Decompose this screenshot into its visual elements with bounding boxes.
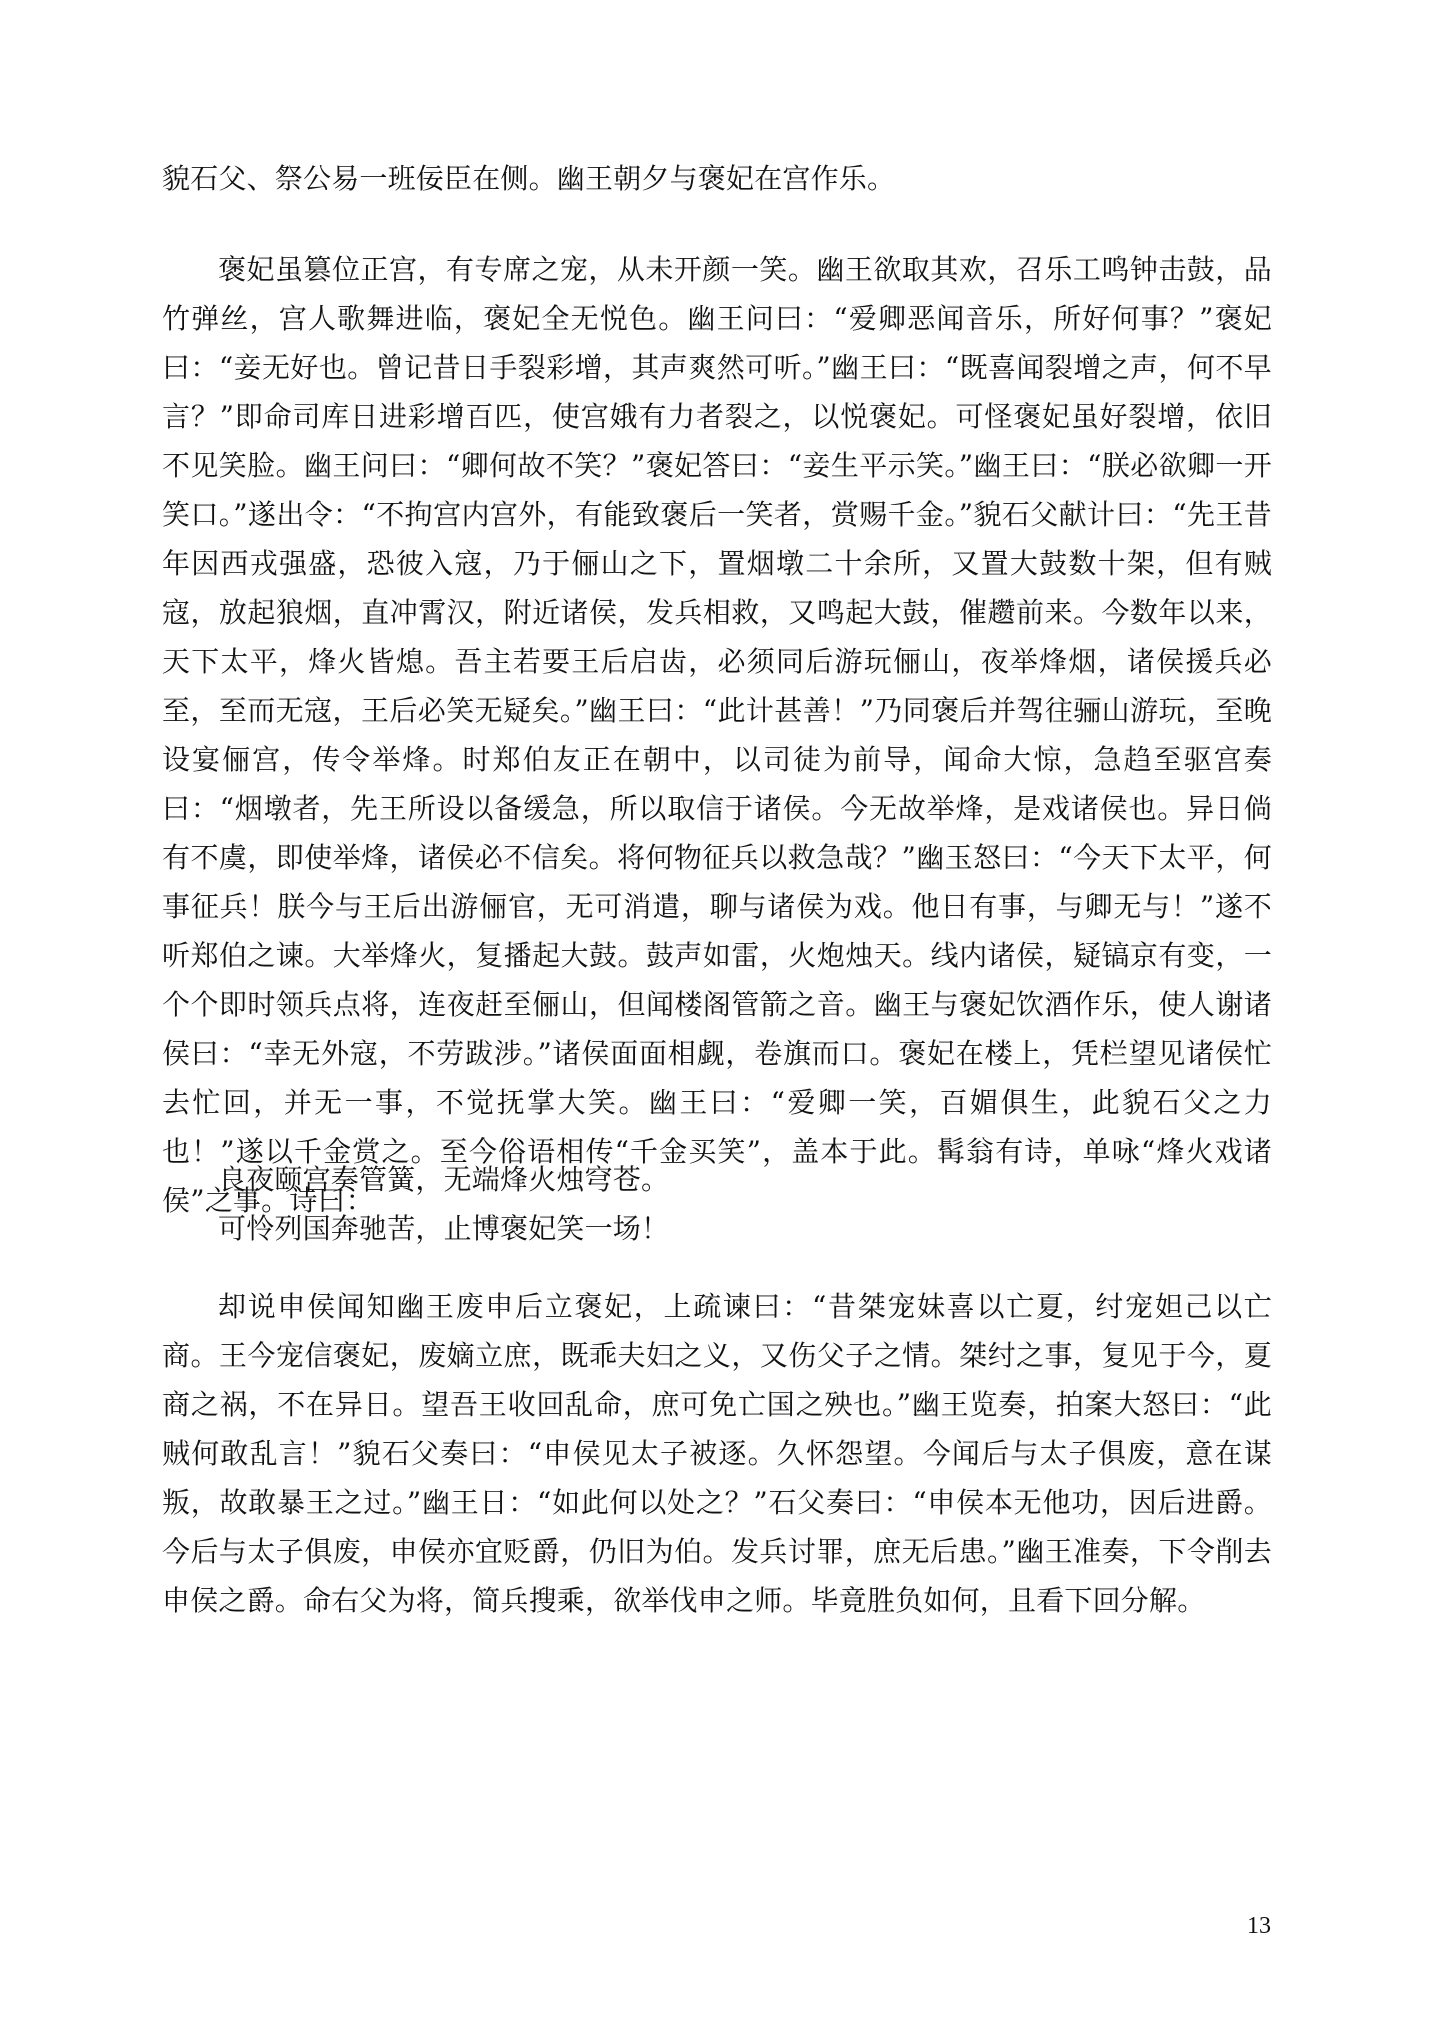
paragraph-beacon-story: 褒妃虽篡位正宫，有专席之宠，从未开颜一笑。幽王欲取其欢，召乐工鸣钟击鼓，品竹弹丝，宫人歌舞进临，褒妃全无悦色。幽王问曰：“爱卿恶闻音乐，所好何事？”褒妃曰：“妾无好也。曾记昔日手裂彩增，其声爽然可听。”幽王曰：“既喜闻裂增之声，何不早言？”即命司库日进彩增百匹，使宫娥有力者裂之，以悦褒妃。可怪褒妃虽好裂增，依旧不见笑脸。幽王问曰：“卿何故不笑？”褒妃答曰：“妾生平示笑。”幽王曰：“朕必欲卿一开笑口。”遂出令：“不拘宫内宫外，有能致褒后一笑者，赏赐千金。”貌石父献计曰：“先王昔年因西戎强盛，恐彼入寇，乃于俪山之下，置烟墩二十余所，又置大鼓数十架，但有贼寇，放起狼烟，直冲霄汉，附近诸侯，发兵相救，又鸣起大鼓，催趱前来。今数年以来，天下太平，烽火皆熄。吾主若要王后启齿，必须同后游玩俪山，夜举烽烟，诸侯援兵必至，至而无寇，王后必笑无疑矣。”幽王曰：“此计甚善！”乃同褒后并驾往骊山游玩，至晚设宴俪宫，传令举烽。时郑伯友正在朝中，以司徒为前导，闻命大惊，急趋至驱宫奏曰：“烟墩者，先王所设以备缓急，所以取信于诸侯。今无故举烽，是戏诸侯也。异日倘有不虞，即使举烽，诸侯必不信矣。将何物征兵以救急哉？”幽玉怒曰：“今天下太平，何事征兵！朕今与王后出游俪官，无可消遣，聊与诸侯为戏。他日有事，与卿无与！”遂不听郑伯之谏。大举烽火，复播起大鼓。鼓声如雷，火炮烛天。线内诸侯，疑镐京有变，一个个即时领兵点将，连夜赶至俪山，但闻楼阁管箭之音。幽王与褒妃饮酒作乐，使人谢诸侯曰：“幸无外寇，不劳跋涉。”诸侯面面相觑，卷旗而口。褒妃在楼上，凭栏望见诸侯忙去忙回，并无一事，不觉抚掌大笑。幽王曰：“爱卿一笑，百媚俱生，此貌石父之力也！”遂以千金赏之。至今俗语相传“千金买笑”，盖本于此。髯翁有诗，单咏“烽火戏诸侯”之事。诗曰： [162, 253, 1272, 1217]
paragraph-shen-hou: 却说申侯闻知幽王废申后立褒妃，上疏谏曰：“昔桀宠妹喜以亡夏，纣宠妲己以亡商。王今宠信褒妃，废嫡立庶，既乖夫妇之义，又伤父子之情。桀纣之事，复见于今，夏商之祸，不在异日。望吾王收回乱命，庶可免亡国之殃也。”幽王览奏，拍案大怒曰：“此贼何敢乱言！”貌石父奏曰：“申侯见太子被逐。久怀怨望。今闻后与太子俱废，意在谋叛，故敢暴王之过。”幽王日：“如此何以处之？”石父奏曰：“申侯本无他功，因后进爵。今后与太子俱废，申侯亦宜贬爵，仍旧为伯。发兵讨罪，庶无后患。”幽王准奏，下令削去申侯之爵。命右父为将，简兵搜乘，欲举伐申之师。毕竟胜负如何，且看下回分解。 [162, 1290, 1272, 1617]
poem [218, 1155, 1328, 1253]
page-number: 13 [1247, 1913, 1271, 1939]
poem-line-1: 良夜颐宫奏管簧，无端烽火烛穹苍。 [218, 1163, 670, 1196]
poem-line-2: 可怜列国奔驰苦，止博褒妃笑一场！ [218, 1212, 670, 1245]
paragraph-intro: 貌石父、祭公易一班佞臣在侧。幽王朝夕与褒妃在宫作乐。 [162, 162, 896, 195]
